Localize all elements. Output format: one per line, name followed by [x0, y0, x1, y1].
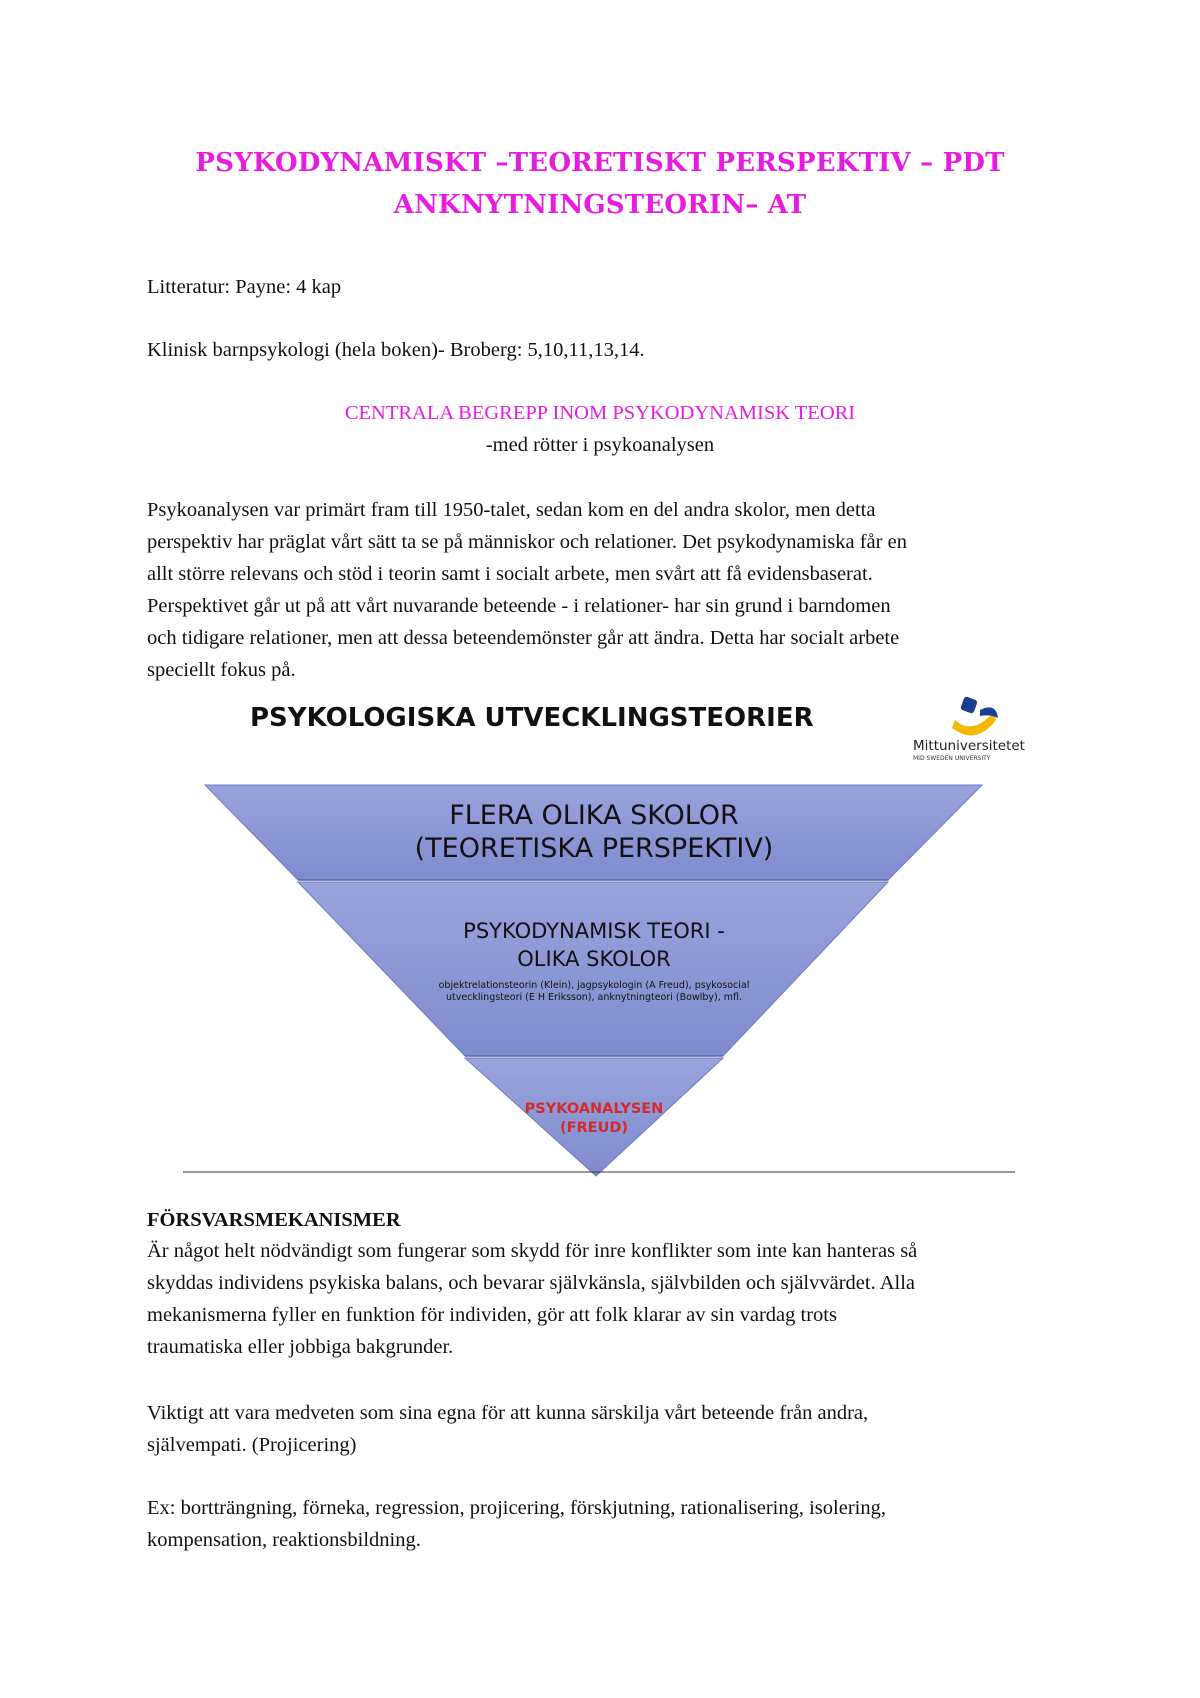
defense-line: traumatiska eller jobbiga bakgrunder. [147, 1336, 454, 1358]
defense-line: Är något helt nödvändigt som fungerar som skydd för inre konflikter som inte kan hanteras så [147, 1240, 918, 1262]
diagram-heading: PSYKOLOGISKA UTVECKLINGSTEORIER [250, 703, 814, 733]
intro-line: och tidigare relationer, men att dessa beteendemönster går att ändra. Detta har socialt arbete [147, 627, 900, 649]
defense-paragraph-3 [147, 1492, 1077, 1556]
pyramid-level-3 [465, 1058, 723, 1176]
document-title-line-1: PSYKODYNAMISKT –TEORETISKT PERSPEKTIV – PDT [195, 148, 1005, 178]
intro-line: Perspektivet går ut på att vårt nuvarande beteende - i relationer- har sin grund i barndomen [147, 595, 891, 617]
literature-line-1: Litteratur: Payne: 4 kap [147, 276, 342, 298]
defense-line: Ex: bortträngning, förneka, regression, projicering, förskjutning, rationalisering, isolering, [147, 1497, 886, 1519]
level-2-line-2: OLIKA SKOLOR [517, 947, 671, 971]
defense-line: mekanismerna fyller en funktion för individen, gör att folk klarar av sin vardag trots [147, 1304, 837, 1326]
intro-paragraph [147, 494, 1077, 686]
document-title-line-2: ANKNYTNINGSTEORIN– AT [393, 190, 807, 220]
mittuniversitetet-logo [913, 696, 1025, 762]
defense-paragraph-2 [147, 1397, 1077, 1461]
defense-heading: FÖRSVARSMEKANISMER [147, 1209, 401, 1231]
section-title-central: CENTRALA BEGREPP INOM PSYKODYNAMISK TEORI [344, 402, 856, 424]
logo-subtitle: MID SWEDEN UNIVERSITY [913, 755, 991, 762]
section-subtitle-central: -med rötter i psykoanalysen [485, 434, 715, 456]
literature-line-2: Klinisk barnpsykologi (hela boken)- Broberg: 5,10,11,13,14. [147, 339, 645, 361]
defense-paragraph-1 [147, 1235, 1077, 1363]
intro-line: Psykoanalysen var primärt fram till 1950-talet, sedan kom en del andra skolor, men detta [147, 499, 876, 521]
level-3-line-1: PSYKOANALYSEN [524, 1101, 664, 1117]
level-2-detail-line-2: utvecklingsteori (E H Eriksson), anknytningteori (Bowlby), mfl. [445, 992, 743, 1003]
intro-line: speciellt fokus på. [147, 659, 296, 681]
level-1-line-2: (TEORETISKA PERSPEKTIV) [414, 833, 774, 864]
intro-line: perspektiv har präglat vårt sätt ta se på människor och relationer. Det psykodynamiska får en [147, 531, 907, 553]
defense-line: kompensation, reaktionsbildning. [147, 1529, 421, 1551]
level-2-detail-line-1: objektrelationsteorin (Klein), jagpsykologin (A Freud), psykosocial [438, 980, 750, 991]
logo-mark-icon [952, 696, 998, 735]
theories-pyramid-diagram [0, 690, 1200, 1180]
level-3-line-2: (FREUD) [559, 1120, 629, 1136]
logo-name: Mittuniversitetet [913, 738, 1025, 754]
level-1-line-1: FLERA OLIKA SKOLOR [449, 800, 739, 831]
defense-line: skyddas individens psykiska balans, och bevarar självkänsla, självbilden och självvärdet. Alla [147, 1272, 916, 1294]
defense-line: självempati. (Projicering) [147, 1434, 357, 1456]
level-2-line-1: PSYKODYNAMISK TEORI - [463, 919, 725, 943]
intro-line: allt större relevans och stöd i teorin samt i socialt arbete, men svårt att få evidensbaserat. [147, 563, 873, 585]
defense-line: Viktigt att vara medveten som sina egna för att kunna särskilja vårt beteende från andra, [147, 1402, 869, 1424]
